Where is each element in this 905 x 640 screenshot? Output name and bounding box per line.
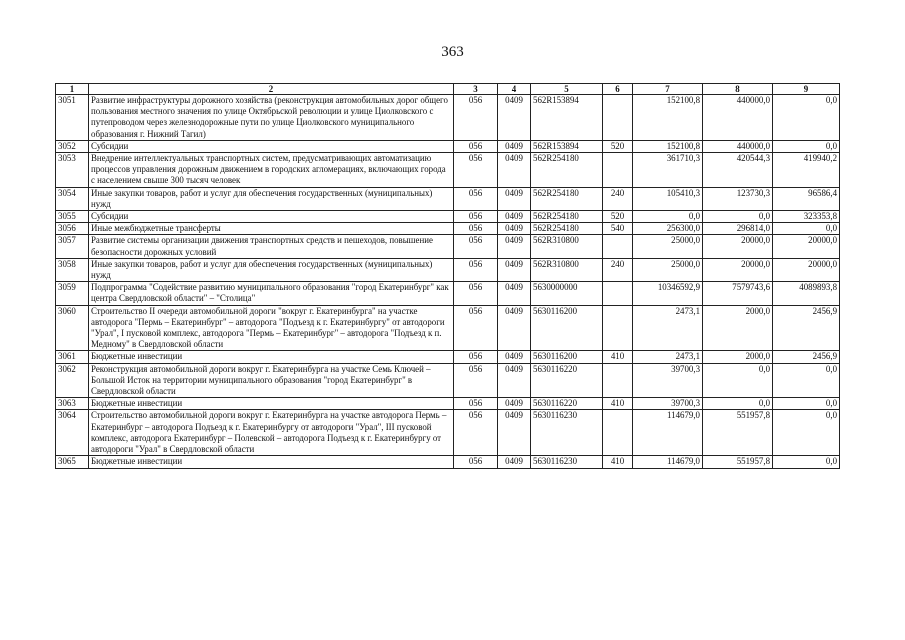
row-number-cell: 3055 bbox=[56, 211, 89, 223]
item-name-cell: Иные закупки товаров, работ и услуг для обеспечения государственных (муниципальных) нужд bbox=[89, 258, 454, 281]
ministry-code-cell: 056 bbox=[454, 211, 498, 223]
amount-year2-cell: 2000,0 bbox=[703, 305, 773, 351]
row-number-cell: 3053 bbox=[56, 153, 89, 188]
target-article-cell: 5630116200 bbox=[531, 305, 603, 351]
target-article-cell: 5630116200 bbox=[531, 351, 603, 363]
target-article-cell: 5630116230 bbox=[531, 410, 603, 456]
row-number-cell: 3063 bbox=[56, 398, 89, 410]
section-code-cell: 0409 bbox=[498, 95, 531, 141]
amount-year3-cell: 20000,0 bbox=[773, 235, 840, 258]
ministry-code-cell: 056 bbox=[454, 398, 498, 410]
row-number-cell: 3059 bbox=[56, 282, 89, 305]
amount-year1-cell: 25000,0 bbox=[633, 258, 703, 281]
amount-year2-cell: 440000,0 bbox=[703, 95, 773, 141]
target-article-cell: 562R310800 bbox=[531, 258, 603, 281]
amount-year2-cell: 2000,0 bbox=[703, 351, 773, 363]
amount-year1-cell: 152100,8 bbox=[633, 140, 703, 152]
amount-year1-cell: 256300,0 bbox=[633, 223, 703, 235]
amount-year1-cell: 152100,8 bbox=[633, 95, 703, 141]
table-row bbox=[56, 95, 840, 141]
item-name-cell: Внедрение интеллектуальных транспортных систем, предусматривающих автоматизацию процессов управления дорожным движением в городских агломерациях, включающих города с населением свыше 300 тысяч человек bbox=[89, 153, 454, 188]
target-article-cell: 5630116230 bbox=[531, 456, 603, 468]
amount-year1-cell: 25000,0 bbox=[633, 235, 703, 258]
amount-year2-cell: 7579743,6 bbox=[703, 282, 773, 305]
row-number-cell: 3054 bbox=[56, 187, 89, 210]
amount-year3-cell: 0,0 bbox=[773, 363, 840, 398]
expense-type-cell: 540 bbox=[603, 223, 633, 235]
table-row bbox=[56, 305, 840, 351]
section-code-cell: 0409 bbox=[498, 211, 531, 223]
amount-year1-cell: 2473,1 bbox=[633, 305, 703, 351]
section-code-cell: 0409 bbox=[498, 410, 531, 456]
amount-year2-cell: 440000,0 bbox=[703, 140, 773, 152]
ministry-code-cell: 056 bbox=[454, 351, 498, 363]
amount-year1-cell: 114679,0 bbox=[633, 456, 703, 468]
target-article-cell: 562R310800 bbox=[531, 235, 603, 258]
section-code-cell: 0409 bbox=[498, 398, 531, 410]
row-number-cell: 3051 bbox=[56, 95, 89, 141]
target-article-cell: 562R254180 bbox=[531, 187, 603, 210]
amount-year3-cell: 0,0 bbox=[773, 140, 840, 152]
ministry-code-cell: 056 bbox=[454, 95, 498, 141]
item-name-cell: Реконструкция автомобильной дороги вокруг г. Екатеринбурга на участке Семь Ключей – Большой Исток на территории муниципального образования "город Екатеринбург" в Свердловской области bbox=[89, 363, 454, 398]
expense-type-cell: 410 bbox=[603, 398, 633, 410]
amount-year2-cell: 0,0 bbox=[703, 211, 773, 223]
item-name-cell: Бюджетные инвестиции bbox=[89, 398, 454, 410]
expense-type-cell: 520 bbox=[603, 211, 633, 223]
amount-year3-cell: 419940,2 bbox=[773, 153, 840, 188]
item-name-cell: Строительство автомобильной дороги вокруг г. Екатеринбурга на участке автодорога Пермь – Екатеринбург – автодорога Подъезд к г. Екатеринбургу от автодороги "Урал", III пусковой комплекс, автодорога Екатеринбург – Полевской – автодорога Подъезд к г. Екатеринбургу от автодороги "Урал" в Свердловской области bbox=[89, 410, 454, 456]
row-number-cell: 3061 bbox=[56, 351, 89, 363]
amount-year3-cell: 323353,8 bbox=[773, 211, 840, 223]
ministry-code-cell: 056 bbox=[454, 153, 498, 188]
expense-type-cell bbox=[603, 305, 633, 351]
item-name-cell: Субсидии bbox=[89, 211, 454, 223]
item-name-cell: Подпрограмма "Содействие развитию муниципального образования "город Екатеринбург" как центра Свердловской области" – "Столица" bbox=[89, 282, 454, 305]
target-article-cell: 5630116220 bbox=[531, 398, 603, 410]
section-code-cell: 0409 bbox=[498, 153, 531, 188]
table-row bbox=[56, 187, 840, 210]
amount-year3-cell: 96586,4 bbox=[773, 187, 840, 210]
table-row bbox=[56, 223, 840, 235]
item-name-cell: Развитие системы организации движения транспортных средств и пешеходов, повышение безопасности дорожных условий bbox=[89, 235, 454, 258]
item-name-cell: Иные закупки товаров, работ и услуг для обеспечения государственных (муниципальных) нужд bbox=[89, 187, 454, 210]
amount-year1-cell: 114679,0 bbox=[633, 410, 703, 456]
ministry-code-cell: 056 bbox=[454, 305, 498, 351]
table-row bbox=[56, 351, 840, 363]
section-code-cell: 0409 bbox=[498, 282, 531, 305]
ministry-code-cell: 056 bbox=[454, 140, 498, 152]
ministry-code-cell: 056 bbox=[454, 410, 498, 456]
amount-year3-cell: 0,0 bbox=[773, 223, 840, 235]
ministry-code-cell: 056 bbox=[454, 282, 498, 305]
table-row bbox=[56, 211, 840, 223]
expense-type-cell bbox=[603, 410, 633, 456]
section-code-cell: 0409 bbox=[498, 456, 531, 468]
section-code-cell: 0409 bbox=[498, 187, 531, 210]
amount-year1-cell: 39700,3 bbox=[633, 398, 703, 410]
target-article-cell: 562R254180 bbox=[531, 153, 603, 188]
column-header: 6 bbox=[603, 84, 633, 95]
amount-year2-cell: 123730,3 bbox=[703, 187, 773, 210]
amount-year2-cell: 296814,0 bbox=[703, 223, 773, 235]
item-name-cell: Субсидии bbox=[89, 140, 454, 152]
table-row bbox=[56, 258, 840, 281]
column-header: 9 bbox=[773, 84, 840, 95]
expense-type-cell bbox=[603, 282, 633, 305]
row-number-cell: 3064 bbox=[56, 410, 89, 456]
amount-year3-cell: 20000,0 bbox=[773, 258, 840, 281]
row-number-cell: 3058 bbox=[56, 258, 89, 281]
target-article-cell: 562R254180 bbox=[531, 211, 603, 223]
item-name-cell: Бюджетные инвестиции bbox=[89, 351, 454, 363]
amount-year1-cell: 0,0 bbox=[633, 211, 703, 223]
row-number-cell: 3056 bbox=[56, 223, 89, 235]
amount-year1-cell: 361710,3 bbox=[633, 153, 703, 188]
amount-year1-cell: 10346592,9 bbox=[633, 282, 703, 305]
section-code-cell: 0409 bbox=[498, 351, 531, 363]
expense-type-cell: 520 bbox=[603, 140, 633, 152]
ministry-code-cell: 056 bbox=[454, 223, 498, 235]
expense-type-cell: 410 bbox=[603, 351, 633, 363]
expense-type-cell bbox=[603, 95, 633, 141]
column-header: 2 bbox=[89, 84, 454, 95]
column-header: 1 bbox=[56, 84, 89, 95]
column-header: 8 bbox=[703, 84, 773, 95]
item-name-cell: Развитие инфраструктуры дорожного хозяйства (реконструкция автомобильных дорог общего пользования местного значения по улице Октябрьской революции и улице Циолковского с путепроводом через железнодорожные пути по улице Циолковского муниципального образования г. Нижний Тагил) bbox=[89, 95, 454, 141]
amount-year1-cell: 39700,3 bbox=[633, 363, 703, 398]
row-number-cell: 3062 bbox=[56, 363, 89, 398]
row-number-cell: 3052 bbox=[56, 140, 89, 152]
table-row bbox=[56, 153, 840, 188]
item-name-cell: Иные межбюджетные трансферты bbox=[89, 223, 454, 235]
ministry-code-cell: 056 bbox=[454, 456, 498, 468]
row-number-cell: 3065 bbox=[56, 456, 89, 468]
ministry-code-cell: 056 bbox=[454, 258, 498, 281]
expense-type-cell bbox=[603, 153, 633, 188]
table-row bbox=[56, 398, 840, 410]
amount-year3-cell: 0,0 bbox=[773, 456, 840, 468]
table-row bbox=[56, 410, 840, 456]
table-row bbox=[56, 456, 840, 468]
column-header: 7 bbox=[633, 84, 703, 95]
expense-type-cell bbox=[603, 363, 633, 398]
target-article-cell: 562R254180 bbox=[531, 223, 603, 235]
section-code-cell: 0409 bbox=[498, 258, 531, 281]
target-article-cell: 562R153894 bbox=[531, 95, 603, 141]
amount-year3-cell: 0,0 bbox=[773, 95, 840, 141]
amount-year3-cell: 2456,9 bbox=[773, 305, 840, 351]
target-article-cell: 5630000000 bbox=[531, 282, 603, 305]
expense-type-cell: 240 bbox=[603, 187, 633, 210]
amount-year3-cell: 4089893,8 bbox=[773, 282, 840, 305]
header-row bbox=[56, 84, 840, 95]
amount-year2-cell: 0,0 bbox=[703, 363, 773, 398]
section-code-cell: 0409 bbox=[498, 223, 531, 235]
page-number: 363 bbox=[441, 44, 464, 60]
row-number-cell: 3060 bbox=[56, 305, 89, 351]
expense-type-cell: 240 bbox=[603, 258, 633, 281]
section-code-cell: 0409 bbox=[498, 140, 531, 152]
target-article-cell: 562R153894 bbox=[531, 140, 603, 152]
column-header: 5 bbox=[531, 84, 603, 95]
table-row bbox=[56, 235, 840, 258]
amount-year1-cell: 105410,3 bbox=[633, 187, 703, 210]
item-name-cell: Строительство II очереди автомобильной дороги "вокруг г. Екатеринбурга" на участке автодорога "Пермь – Екатеринбург" – автодорога "Подъезд к г. Екатеринбургу" от автодороги "Урал", I пусковой комплекс, автодорога "Пермь – Екатеринбург" – автодорога "Подъезд к п. Медному" в Свердловской области bbox=[89, 305, 454, 351]
item-name-cell: Бюджетные инвестиции bbox=[89, 456, 454, 468]
ministry-code-cell: 056 bbox=[454, 187, 498, 210]
column-header: 4 bbox=[498, 84, 531, 95]
amount-year2-cell: 551957,8 bbox=[703, 456, 773, 468]
section-code-cell: 0409 bbox=[498, 305, 531, 351]
table-row bbox=[56, 282, 840, 305]
ministry-code-cell: 056 bbox=[454, 363, 498, 398]
section-code-cell: 0409 bbox=[498, 363, 531, 398]
target-article-cell: 5630116220 bbox=[531, 363, 603, 398]
ministry-code-cell: 056 bbox=[454, 235, 498, 258]
column-header: 3 bbox=[454, 84, 498, 95]
amount-year3-cell: 0,0 bbox=[773, 398, 840, 410]
amount-year2-cell: 551957,8 bbox=[703, 410, 773, 456]
amount-year2-cell: 0,0 bbox=[703, 398, 773, 410]
amount-year2-cell: 420544,3 bbox=[703, 153, 773, 188]
amount-year2-cell: 20000,0 bbox=[703, 235, 773, 258]
amount-year3-cell: 2456,9 bbox=[773, 351, 840, 363]
section-code-cell: 0409 bbox=[498, 235, 531, 258]
table-row bbox=[56, 363, 840, 398]
table-row bbox=[56, 140, 840, 152]
amount-year2-cell: 20000,0 bbox=[703, 258, 773, 281]
amount-year1-cell: 2473,1 bbox=[633, 351, 703, 363]
amount-year3-cell: 0,0 bbox=[773, 410, 840, 456]
expense-type-cell: 410 bbox=[603, 456, 633, 468]
row-number-cell: 3057 bbox=[56, 235, 89, 258]
budget-table bbox=[55, 83, 840, 469]
expense-type-cell bbox=[603, 235, 633, 258]
